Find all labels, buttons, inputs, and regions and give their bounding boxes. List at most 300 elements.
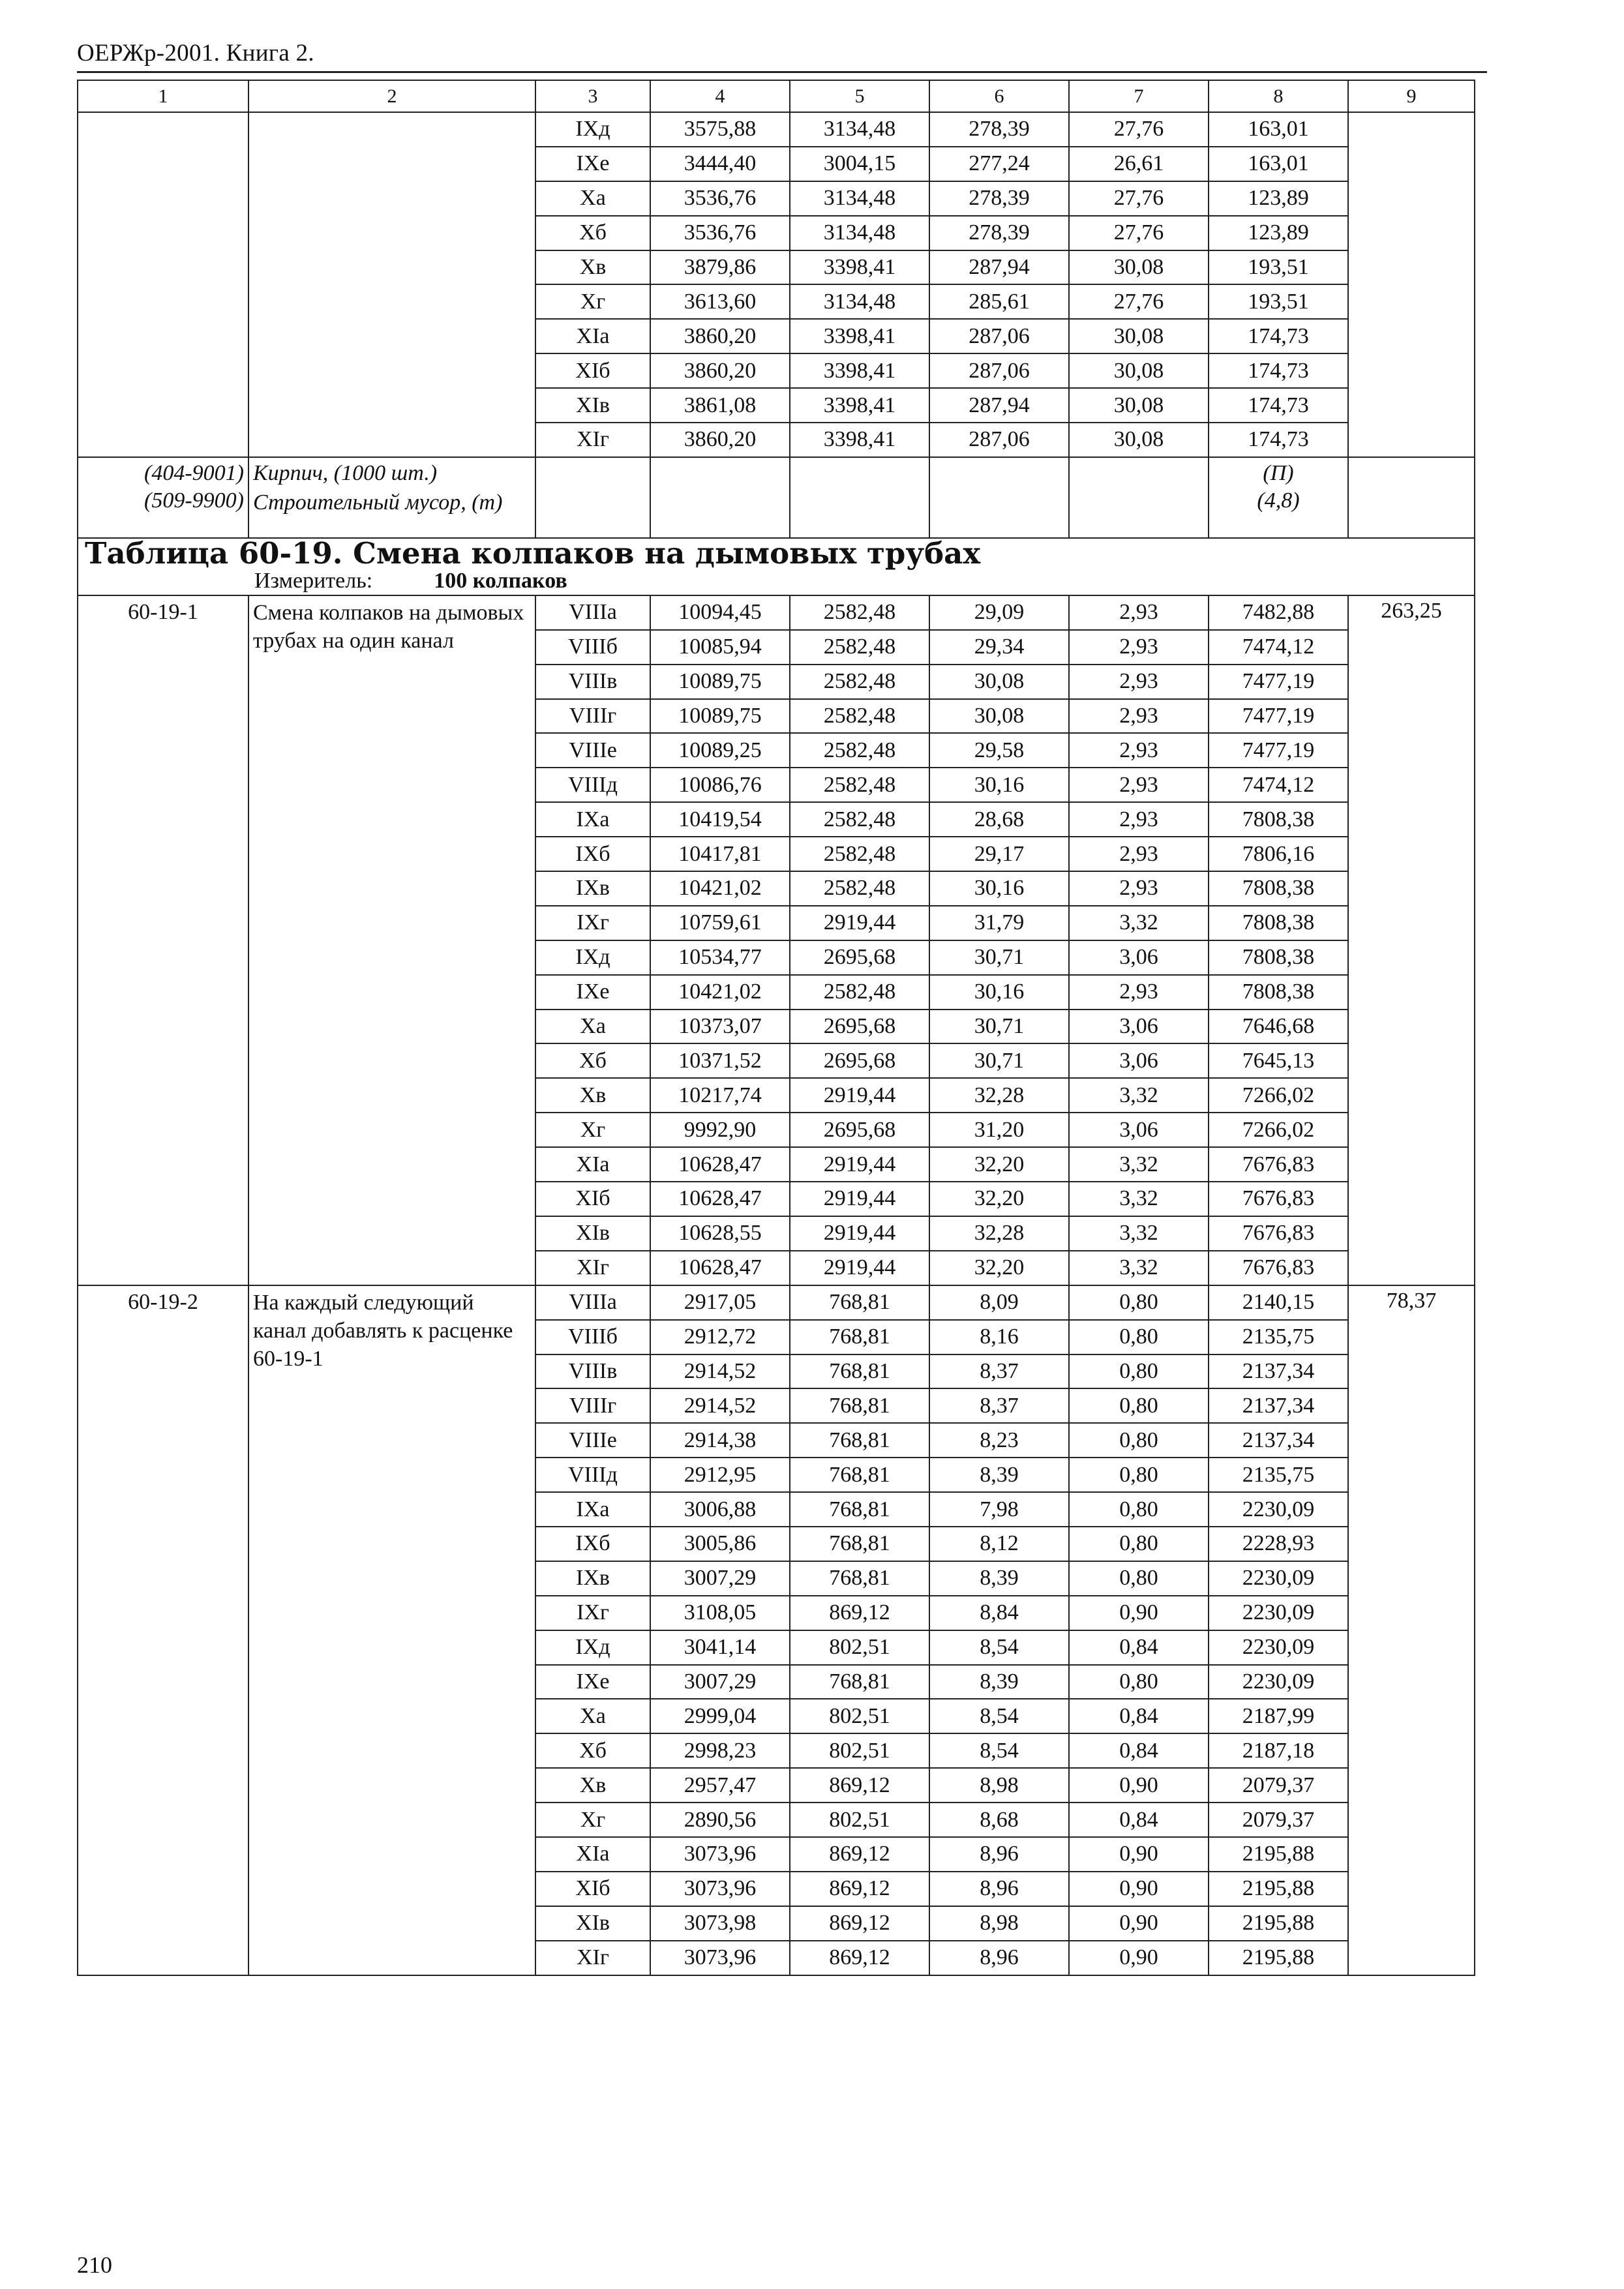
- machinist-wages-cell: 0,80: [1069, 1423, 1209, 1458]
- materials-cell: 2079,37: [1209, 1803, 1348, 1837]
- price-table-body: [78, 80, 1475, 1975]
- machines-cell: 287,94: [929, 250, 1069, 285]
- machines-cell: 31,79: [929, 906, 1069, 940]
- machines-cell: 8,98: [929, 1768, 1069, 1803]
- zone-cell: IXе: [535, 1665, 650, 1699]
- machines-cell: 31,20: [929, 1113, 1069, 1147]
- total-cost-cell: 10534,77: [650, 940, 790, 975]
- column-number: 3: [535, 80, 650, 112]
- wages-cell: 768,81: [790, 1458, 929, 1492]
- materials-cell: 7676,83: [1209, 1182, 1348, 1216]
- zone-cell: Xа: [535, 1699, 650, 1733]
- total-cost-cell: 3860,20: [650, 423, 790, 457]
- machinist-wages-cell: 2,93: [1069, 768, 1209, 802]
- zone-cell: Xа: [535, 1010, 650, 1044]
- machinist-wages-cell: 2,93: [1069, 837, 1209, 871]
- total-cost-cell: 10417,81: [650, 837, 790, 871]
- zone-cell: XIв: [535, 388, 650, 423]
- wages-cell: 2582,48: [790, 871, 929, 906]
- machinist-wages-cell: 2,93: [1069, 699, 1209, 734]
- materials-cell: 2230,09: [1209, 1596, 1348, 1630]
- total-cost-cell: 10089,25: [650, 733, 790, 768]
- materials-cell: 7474,12: [1209, 630, 1348, 665]
- total-cost-cell: 3879,86: [650, 250, 790, 285]
- total-cost-cell: 3108,05: [650, 1596, 790, 1630]
- machinist-wages-cell: 2,93: [1069, 665, 1209, 699]
- machinist-wages-cell: 0,84: [1069, 1630, 1209, 1665]
- machinist-wages-cell: 3,06: [1069, 940, 1209, 975]
- machines-cell: 30,71: [929, 1043, 1069, 1078]
- column-number: 7: [1069, 80, 1209, 112]
- machinist-wages-cell: 0,90: [1069, 1872, 1209, 1906]
- zone-cell: XIв: [535, 1216, 650, 1251]
- total-cost-cell: 3073,98: [650, 1906, 790, 1941]
- empty-cell: [535, 457, 650, 490]
- total-cost-cell: 10085,94: [650, 630, 790, 665]
- materials-cell: 2079,37: [1209, 1768, 1348, 1803]
- resource-name: Кирпич, (1000 шт.): [248, 457, 535, 490]
- machines-cell: 8,39: [929, 1665, 1069, 1699]
- zone-cell: Xв: [535, 250, 650, 285]
- wages-cell: 768,81: [790, 1423, 929, 1458]
- empty-cell: [1348, 457, 1475, 490]
- materials-cell: 174,73: [1209, 353, 1348, 388]
- resource-name: Строительный мусор, (т): [248, 490, 535, 538]
- price-table: [77, 80, 1475, 1976]
- empty-cell: [929, 490, 1069, 538]
- materials-cell: 2195,88: [1209, 1941, 1348, 1975]
- machinist-wages-cell: 0,90: [1069, 1596, 1209, 1630]
- name-cell: [248, 112, 535, 457]
- wages-cell: 869,12: [790, 1872, 929, 1906]
- machinist-wages-cell: 0,90: [1069, 1906, 1209, 1941]
- machines-cell: 32,20: [929, 1147, 1069, 1182]
- resource-value: (П): [1209, 457, 1348, 490]
- machines-cell: 29,34: [929, 630, 1069, 665]
- wages-cell: 768,81: [790, 1388, 929, 1423]
- materials-cell: 7676,83: [1209, 1216, 1348, 1251]
- wages-cell: 3398,41: [790, 353, 929, 388]
- materials-cell: 174,73: [1209, 388, 1348, 423]
- code-cell: [78, 112, 248, 457]
- machines-cell: 32,20: [929, 1182, 1069, 1216]
- zone-cell: XIб: [535, 353, 650, 388]
- machinist-wages-cell: 3,32: [1069, 906, 1209, 940]
- table-title-row: [78, 538, 1475, 595]
- total-cost-cell: 2890,56: [650, 1803, 790, 1837]
- total-cost-cell: 10371,52: [650, 1043, 790, 1078]
- column-number-row: [78, 80, 1475, 112]
- materials-cell: 174,73: [1209, 319, 1348, 353]
- empty-cell: [650, 490, 790, 538]
- materials-cell: 7808,38: [1209, 871, 1348, 906]
- materials-cell: 7266,02: [1209, 1113, 1348, 1147]
- wages-cell: 2582,48: [790, 595, 929, 630]
- materials-cell: 2230,09: [1209, 1665, 1348, 1699]
- materials-cell: 123,89: [1209, 181, 1348, 216]
- wages-cell: 2919,44: [790, 1147, 929, 1182]
- empty-cell: [1069, 490, 1209, 538]
- total-cost-cell: 3073,96: [650, 1941, 790, 1975]
- column-number: 5: [790, 80, 929, 112]
- materials-cell: 2135,75: [1209, 1458, 1348, 1492]
- rate-name: На каждый следующий канал добавлять к расценке 60-19-1: [248, 1285, 535, 1975]
- materials-cell: 7645,13: [1209, 1043, 1348, 1078]
- machines-cell: 287,06: [929, 353, 1069, 388]
- machines-cell: 8,98: [929, 1906, 1069, 1941]
- zone-cell: IXа: [535, 1492, 650, 1527]
- machines-cell: 8,39: [929, 1458, 1069, 1492]
- machinist-wages-cell: 2,93: [1069, 802, 1209, 837]
- total-cost-cell: 10373,07: [650, 1010, 790, 1044]
- wages-cell: 3134,48: [790, 216, 929, 250]
- machinist-wages-cell: 3,32: [1069, 1182, 1209, 1216]
- machines-cell: 8,37: [929, 1354, 1069, 1389]
- wages-cell: 768,81: [790, 1561, 929, 1596]
- machines-cell: 8,16: [929, 1320, 1069, 1354]
- materials-cell: 7474,12: [1209, 768, 1348, 802]
- machinist-wages-cell: 27,76: [1069, 284, 1209, 319]
- wages-cell: 802,51: [790, 1699, 929, 1733]
- total-cost-cell: 3536,76: [650, 216, 790, 250]
- machines-cell: 29,09: [929, 595, 1069, 630]
- zone-cell: VIIIа: [535, 595, 650, 630]
- total-cost-cell: 3613,60: [650, 284, 790, 319]
- empty-cell: [790, 457, 929, 490]
- machines-cell: 29,58: [929, 733, 1069, 768]
- zone-cell: XIб: [535, 1872, 650, 1906]
- wages-cell: 802,51: [790, 1803, 929, 1837]
- machinist-wages-cell: 3,06: [1069, 1010, 1209, 1044]
- machinist-wages-cell: 0,80: [1069, 1492, 1209, 1527]
- materials-cell: 7806,16: [1209, 837, 1348, 871]
- materials-cell: 193,51: [1209, 284, 1348, 319]
- zone-cell: IXа: [535, 802, 650, 837]
- materials-cell: 2140,15: [1209, 1285, 1348, 1320]
- empty-cell: [1348, 490, 1475, 538]
- total-cost-cell: 10217,74: [650, 1078, 790, 1113]
- wages-cell: 3398,41: [790, 423, 929, 457]
- wages-cell: 3134,48: [790, 112, 929, 147]
- zone-cell: XIб: [535, 1182, 650, 1216]
- table-title-cell: [78, 538, 1475, 595]
- machinist-wages-cell: 30,08: [1069, 423, 1209, 457]
- materials-cell: 2195,88: [1209, 1872, 1348, 1906]
- zone-cell: VIIIв: [535, 665, 650, 699]
- column-number: 6: [929, 80, 1069, 112]
- machines-cell: 8,54: [929, 1630, 1069, 1665]
- wages-cell: 3004,15: [790, 147, 929, 181]
- machinist-wages-cell: 30,08: [1069, 319, 1209, 353]
- machinist-wages-cell: 30,08: [1069, 353, 1209, 388]
- machines-cell: 278,39: [929, 181, 1069, 216]
- zone-cell: Xв: [535, 1768, 650, 1803]
- materials-cell: 123,89: [1209, 216, 1348, 250]
- header-rule: [77, 71, 1487, 73]
- column-number: 8: [1209, 80, 1348, 112]
- column-number: 9: [1348, 80, 1475, 112]
- wages-cell: 2695,68: [790, 1010, 929, 1044]
- wages-cell: 3398,41: [790, 388, 929, 423]
- machinist-wages-cell: 3,06: [1069, 1043, 1209, 1078]
- wages-cell: 2582,48: [790, 802, 929, 837]
- wages-cell: 3398,41: [790, 319, 929, 353]
- machines-cell: 30,16: [929, 768, 1069, 802]
- machines-cell: 8,12: [929, 1527, 1069, 1561]
- resource-row: [78, 490, 1475, 538]
- total-cost-cell: 3444,40: [650, 147, 790, 181]
- machinist-wages-cell: 0,90: [1069, 1768, 1209, 1803]
- machines-cell: 30,71: [929, 1010, 1069, 1044]
- zone-cell: XIг: [535, 1251, 650, 1285]
- total-cost-cell: 2912,72: [650, 1320, 790, 1354]
- rate-code: 60-19-2: [78, 1285, 248, 1975]
- materials-cell: 2195,88: [1209, 1837, 1348, 1872]
- machinist-wages-cell: 3,32: [1069, 1216, 1209, 1251]
- machinist-wages-cell: 0,80: [1069, 1285, 1209, 1320]
- machinist-wages-cell: 2,93: [1069, 630, 1209, 665]
- total-cost-cell: 2917,05: [650, 1285, 790, 1320]
- running-header: ОЕРЖр-2001. Книга 2.: [77, 40, 314, 67]
- total-cost-cell: 3041,14: [650, 1630, 790, 1665]
- total-cost-cell: 3860,20: [650, 319, 790, 353]
- column-number: 4: [650, 80, 790, 112]
- wages-cell: 869,12: [790, 1768, 929, 1803]
- machinist-wages-cell: 2,93: [1069, 975, 1209, 1010]
- table-row: [78, 1285, 1475, 1320]
- total-cost-cell: 3006,88: [650, 1492, 790, 1527]
- machines-cell: 8,84: [929, 1596, 1069, 1630]
- wages-cell: 2919,44: [790, 906, 929, 940]
- materials-cell: 2137,34: [1209, 1388, 1348, 1423]
- zone-cell: IXб: [535, 1527, 650, 1561]
- zone-cell: XIг: [535, 1941, 650, 1975]
- total-cost-cell: 10089,75: [650, 665, 790, 699]
- total-cost-cell: 2914,52: [650, 1354, 790, 1389]
- materials-cell: 2230,09: [1209, 1492, 1348, 1527]
- zone-cell: IXг: [535, 906, 650, 940]
- machines-cell: 8,96: [929, 1941, 1069, 1975]
- wages-cell: 768,81: [790, 1285, 929, 1320]
- rate-name: Смена колпаков на дымовых трубах на один канал: [248, 595, 535, 1285]
- machines-cell: 8,96: [929, 1872, 1069, 1906]
- zone-cell: VIIIб: [535, 630, 650, 665]
- total-cost-cell: 10628,55: [650, 1216, 790, 1251]
- zone-cell: Xа: [535, 181, 650, 216]
- machinist-wages-cell: 0,84: [1069, 1803, 1209, 1837]
- materials-cell: 2195,88: [1209, 1906, 1348, 1941]
- machinist-wages-cell: 2,93: [1069, 733, 1209, 768]
- zone-cell: IXд: [535, 112, 650, 147]
- total-cost-cell: 10628,47: [650, 1182, 790, 1216]
- zone-cell: XIв: [535, 1906, 650, 1941]
- machines-cell: 30,08: [929, 665, 1069, 699]
- zone-cell: VIIIд: [535, 1458, 650, 1492]
- machinist-wages-cell: 3,32: [1069, 1251, 1209, 1285]
- zone-cell: Xг: [535, 284, 650, 319]
- machinist-wages-cell: 26,61: [1069, 147, 1209, 181]
- materials-cell: 7808,38: [1209, 975, 1348, 1010]
- machines-cell: 285,61: [929, 284, 1069, 319]
- zone-cell: VIIIг: [535, 1388, 650, 1423]
- wages-cell: 2919,44: [790, 1078, 929, 1113]
- materials-cell: 2230,09: [1209, 1630, 1348, 1665]
- materials-cell: 2137,34: [1209, 1423, 1348, 1458]
- machines-cell: 287,06: [929, 319, 1069, 353]
- total-cost-cell: 10421,02: [650, 975, 790, 1010]
- machinist-wages-cell: 0,80: [1069, 1354, 1209, 1389]
- zone-cell: IXб: [535, 837, 650, 871]
- machinist-wages-cell: 0,80: [1069, 1527, 1209, 1561]
- wages-cell: 3398,41: [790, 250, 929, 285]
- zone-cell: Xг: [535, 1803, 650, 1837]
- machinist-wages-cell: 3,32: [1069, 1078, 1209, 1113]
- total-cost-cell: 3860,20: [650, 353, 790, 388]
- materials-cell: 7808,38: [1209, 802, 1348, 837]
- column-number: 2: [248, 80, 535, 112]
- total-cost-cell: 10759,61: [650, 906, 790, 940]
- materials-cell: 7676,83: [1209, 1147, 1348, 1182]
- machinist-wages-cell: 2,93: [1069, 871, 1209, 906]
- zone-cell: VIIIе: [535, 1423, 650, 1458]
- zone-cell: XIа: [535, 319, 650, 353]
- wages-cell: 869,12: [790, 1596, 929, 1630]
- machines-cell: 30,71: [929, 940, 1069, 975]
- wages-cell: 2695,68: [790, 1113, 929, 1147]
- machines-cell: 28,68: [929, 802, 1069, 837]
- materials-cell: 2187,18: [1209, 1733, 1348, 1768]
- column-number: 1: [78, 80, 248, 112]
- machines-cell: 278,39: [929, 112, 1069, 147]
- wages-cell: 3134,48: [790, 181, 929, 216]
- zone-cell: VIIIд: [535, 768, 650, 802]
- zone-cell: XIг: [535, 423, 650, 457]
- machinist-wages-cell: 30,08: [1069, 250, 1209, 285]
- materials-cell: 7266,02: [1209, 1078, 1348, 1113]
- table-row: [78, 112, 1475, 147]
- total-cost-cell: 2999,04: [650, 1699, 790, 1733]
- measure-value: 100 колпаков: [434, 568, 567, 593]
- machines-cell: 32,20: [929, 1251, 1069, 1285]
- machines-cell: 287,06: [929, 423, 1069, 457]
- wages-cell: 2919,44: [790, 1182, 929, 1216]
- machinist-wages-cell: 3,32: [1069, 1147, 1209, 1182]
- machinist-wages-cell: 27,76: [1069, 216, 1209, 250]
- total-cost-cell: 10628,47: [650, 1147, 790, 1182]
- machines-cell: 7,98: [929, 1492, 1069, 1527]
- machines-cell: 8,54: [929, 1699, 1069, 1733]
- wages-cell: 768,81: [790, 1320, 929, 1354]
- table-row: [78, 595, 1475, 630]
- wages-cell: 768,81: [790, 1665, 929, 1699]
- resource-code: (509-9900): [78, 490, 248, 538]
- materials-cell: 2228,93: [1209, 1527, 1348, 1561]
- materials-cell: 2187,99: [1209, 1699, 1348, 1733]
- materials-cell: 193,51: [1209, 250, 1348, 285]
- materials-cell: 7646,68: [1209, 1010, 1348, 1044]
- machinist-wages-cell: 27,76: [1069, 181, 1209, 216]
- zone-cell: Xб: [535, 1733, 650, 1768]
- total-cost-cell: 10089,75: [650, 699, 790, 734]
- resource-row: [78, 457, 1475, 490]
- total-cost-cell: 3073,96: [650, 1837, 790, 1872]
- zone-cell: VIIIв: [535, 1354, 650, 1389]
- machines-cell: 30,08: [929, 699, 1069, 734]
- machines-cell: 8,68: [929, 1803, 1069, 1837]
- empty-cell: [650, 457, 790, 490]
- wages-cell: 2582,48: [790, 699, 929, 734]
- total-cost-cell: 3861,08: [650, 388, 790, 423]
- total-cost-cell: 10419,54: [650, 802, 790, 837]
- machines-cell: 277,24: [929, 147, 1069, 181]
- total-cost-cell: 9992,90: [650, 1113, 790, 1147]
- zone-cell: Xв: [535, 1078, 650, 1113]
- machinist-wages-cell: 0,80: [1069, 1561, 1209, 1596]
- measure-label: Измеритель:: [254, 568, 373, 593]
- wages-cell: 3134,48: [790, 284, 929, 319]
- wages-cell: 2919,44: [790, 1216, 929, 1251]
- zone-cell: IXв: [535, 871, 650, 906]
- zone-cell: VIIIг: [535, 699, 650, 734]
- wages-cell: 2695,68: [790, 940, 929, 975]
- materials-cell: 2137,34: [1209, 1354, 1348, 1389]
- materials-cell: 7808,38: [1209, 940, 1348, 975]
- rate-code: 60-19-1: [78, 595, 248, 1285]
- wages-cell: 2582,48: [790, 975, 929, 1010]
- machines-cell: 8,37: [929, 1388, 1069, 1423]
- labor-cell: [1348, 112, 1475, 457]
- total-cost-cell: 10421,02: [650, 871, 790, 906]
- total-cost-cell: 3073,96: [650, 1872, 790, 1906]
- total-cost-cell: 2998,23: [650, 1733, 790, 1768]
- machinist-wages-cell: 0,80: [1069, 1320, 1209, 1354]
- wages-cell: 869,12: [790, 1906, 929, 1941]
- machines-cell: 287,94: [929, 388, 1069, 423]
- empty-cell: [790, 490, 929, 538]
- zone-cell: Xб: [535, 216, 650, 250]
- machines-cell: 8,09: [929, 1285, 1069, 1320]
- materials-cell: 7477,19: [1209, 733, 1348, 768]
- zone-cell: VIIIе: [535, 733, 650, 768]
- machines-cell: 8,39: [929, 1561, 1069, 1596]
- empty-cell: [929, 457, 1069, 490]
- zone-cell: XIа: [535, 1837, 650, 1872]
- total-cost-cell: 10086,76: [650, 768, 790, 802]
- wages-cell: 768,81: [790, 1492, 929, 1527]
- wages-cell: 869,12: [790, 1941, 929, 1975]
- wages-cell: 2582,48: [790, 665, 929, 699]
- total-cost-cell: 3575,88: [650, 112, 790, 147]
- zone-cell: VIIIа: [535, 1285, 650, 1320]
- machinist-wages-cell: 3,06: [1069, 1113, 1209, 1147]
- materials-cell: 7676,83: [1209, 1251, 1348, 1285]
- wages-cell: 802,51: [790, 1733, 929, 1768]
- resource-code: (404-9001): [78, 457, 248, 490]
- materials-cell: 7477,19: [1209, 665, 1348, 699]
- wages-cell: 2582,48: [790, 837, 929, 871]
- zone-cell: IXе: [535, 975, 650, 1010]
- total-cost-cell: 10094,45: [650, 595, 790, 630]
- zone-cell: IXв: [535, 1561, 650, 1596]
- wages-cell: 2582,48: [790, 630, 929, 665]
- zone-cell: IXг: [535, 1596, 650, 1630]
- materials-cell: 7808,38: [1209, 906, 1348, 940]
- machinist-wages-cell: 30,08: [1069, 388, 1209, 423]
- total-cost-cell: 2914,38: [650, 1423, 790, 1458]
- machines-cell: 8,23: [929, 1423, 1069, 1458]
- materials-cell: 7477,19: [1209, 699, 1348, 734]
- machines-cell: 29,17: [929, 837, 1069, 871]
